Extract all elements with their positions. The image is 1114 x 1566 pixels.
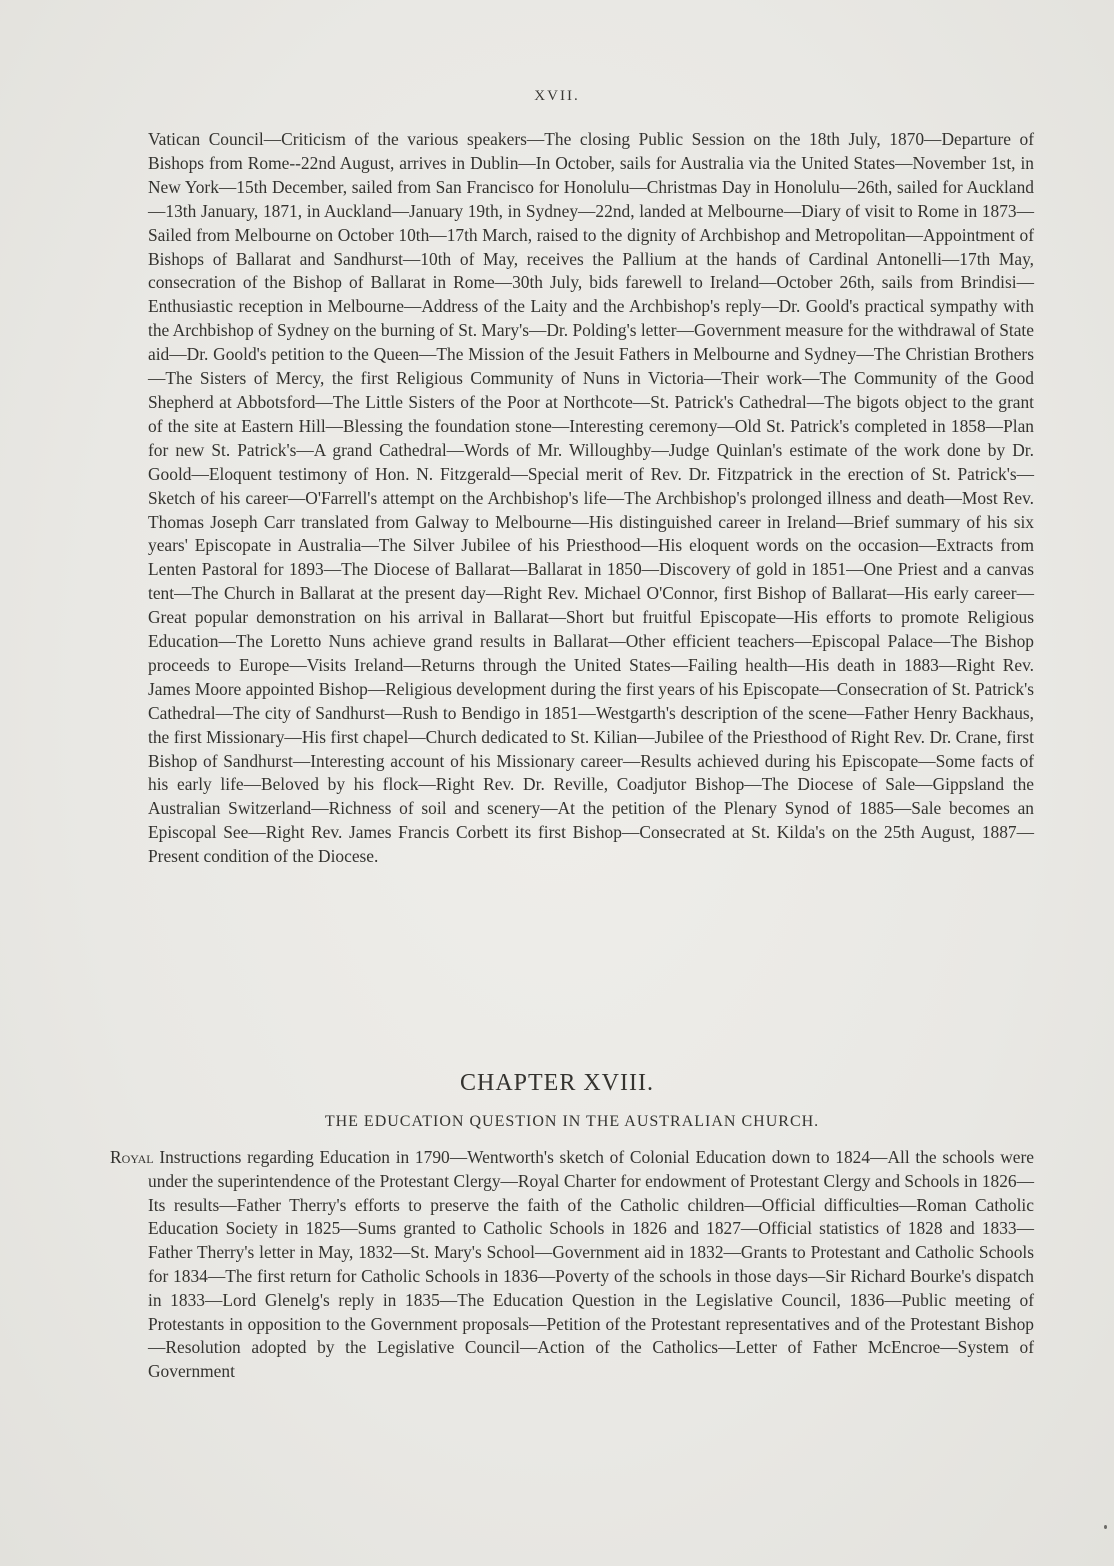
page-number: XVII. [534, 88, 580, 104]
chapter-first-word: Royal [110, 1147, 154, 1167]
margin-speck-mark [1104, 1525, 1107, 1529]
chapter-xviii-summary-text: Instructions regarding Education in 1790—Wentworth's sketch of Colonial Education down to 1824—All the schools were under the superintendence of the Protestant Clergy—Royal Charter for endowment of Protestant Clergy and Schools in 1826—Its results—Father Therry's efforts to preserve the faith of the Catholic children—Official difficulties—Roman Catholic Education Society in 1825—Sums granted to Catholic Schools in 1826 and 1827—Official statistics of 1828 and 1833—Father Therry's letter in May, 1832—St. Mary's School—Government aid in 1832—Grants to Protestant and Catholic Schools for 1834—The first return for Catholic Schools in 1836—Poverty of the schools in those days—Sir Richard Bourke's dispatch in 1833—Lord Glenelg's reply in 1835—The Education Question in the Legislative Council, 1836—Public meeting of Protestants in opposition to the Government proposals—Petition of the Protestant representatives and of the Protestant Bishop—Resolution adopted by the Legislative Council—Action of the Catholics—Letter of Father McEncroe—System of Government [148, 1147, 1034, 1382]
chapter-xvii-summary: Vatican Council—Criticism of the various speakers—The closing Public Session on the 18th July, 1870—Departure of Bishops from Rome--22nd August, arrives in Dublin—In October, sails for Australia via the United States—November 1st, in New York—15th December, sailed from San Francisco for Honolulu—Christmas Day in Honolulu—26th, sailed for Auckland—13th January, 1871, in Auckland—January 19th, in Sydney—22nd, landed at Melbourne—Diary of visit to Rome in 1873—Sailed from Melbourne on October 10th—17th March, raised to the dignity of Archbishop and Metropolitan—Appointment of Bishops of Ballarat and Sandhurst—10th of May, receives the Pallium at the hands of Cardinal Antonelli—17th May, consecration of the Bishop of Ballarat in Rome—30th July, bids farewell to Ireland—October 26th, sails from Brindisi—Enthusiastic reception in Melbourne—Address of the Laity and the Archbishop's reply—Dr. Goold's practical sympathy with the Archbishop of Sydney on the burning of St. Mary's—Dr. Polding's letter—Government measure for the withdrawal of State aid—Dr. Goold's petition to the Queen—The Mission of the Jesuit Fathers in Melbourne and Sydney—The Christian Brothers—The Sisters of Mercy, the first Religious Community of Nuns in Victoria—Their work—The Community of the Good Shepherd at Abbotsford—The Little Sisters of the Poor at Northcote—St. Patrick's Cathedral—The bigots object to the grant of the site at Eastern Hill—Blessing the foundation stone—Interesting ceremony—Old St. Patrick's completed in 1858—Plan for new St. Patrick's—A grand Cathedral—Words of Mr. Willoughby—Judge Quinlan's estimate of the work done by Dr. Goold—Eloquent testimony of Hon. N. Fitzgerald—Special merit of Rev. Dr. Fitzpatrick in the erection of St. Patrick's—Sketch of his career—O'Farrell's attempt on the Archbishop's life—The Archbishop's prolonged illness and death—Most Rev. Thomas Joseph Carr translated from Galway to Melbourne—His distinguished career in Ireland—Brief summary of his six years' Episcopate in Australia—The Silver Jubilee of his Priesthood—His eloquent words on the occasion—Extracts from Lenten Pastoral for 1893—The Diocese of Ballarat—Ballarat in 1850—Discovery of gold in 1851—One Priest and a canvas tent—The Church in Ballarat at the present day—Right Rev. Michael O'Connor, first Bishop of Ballarat—His early career—Great popular demonstration on his arrival in Ballarat—Short but fruitful Episcopate—His efforts to promote Religious Education—The Loretto Nuns achieve grand results in Ballarat—Other efficient teachers—Episcopal Palace—The Bishop proceeds to Europe—Visits Ireland—Returns through the United States—Failing health—His death in 1883—Right Rev. James Moore appointed Bishop—Religious development during the first years of his Episcopate—Consecration of St. Patrick's Cathedral—The city of Sandhurst—Rush to Bendigo in 1851—Westgarth's description of the scene—Father Henry Backhaus, the first Missionary—His first chapel—Church dedicated to St. Kilian—Jubilee of the Priesthood of Right Rev. Dr. Crane, first Bishop of Sandhurst—Interesting account of his Missionary career—Results achieved during his Episcopate—Some facts of his early life—Beloved by his flock—Right Rev. Dr. Reville, Coadjutor Bishop—The Diocese of Sale—Gippsland the Australian Switzerland—Richness of soil and scenery—At the petition of the Plenary Synod of 1885—Sale becomes an Episcopal See—Right Rev. James Francis Corbett its first Bishop—Consecrated at St. Kilda's on the 25th August, 1887—Present condition of the Diocese. [148, 129, 1034, 867]
chapter-heading: CHAPTER XVIII. [460, 1070, 654, 1096]
chapter-subtitle: THE EDUCATION QUESTION IN THE AUSTRALIAN CHURCH. [324, 1113, 820, 1130]
chapter-xviii-summary [110, 1146, 1034, 1384]
